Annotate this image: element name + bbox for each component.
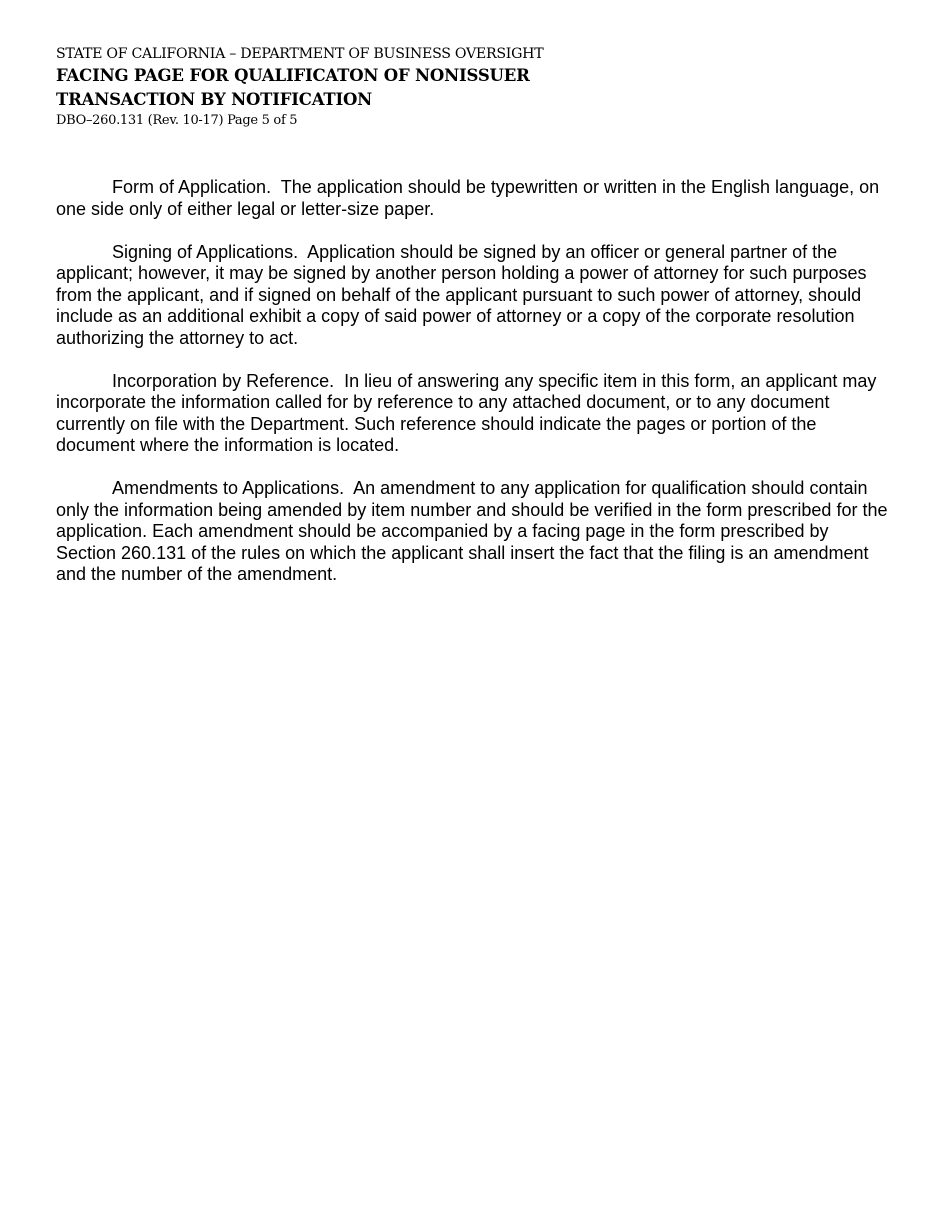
section-text: The application should be typewritten or written in the English language, on one side only of either legal or letter-size paper. [56, 177, 880, 219]
page-header [56, 44, 856, 130]
section-incorporation-by-reference [56, 371, 892, 457]
section-text: An amendment to any application for qualification should contain only the information being amended by item number and should be verified in the form prescribed for the application. Each amendment should be accompanied by a facing page in the form prescribed by Section 260.131 of the rules on which the applicant shall insert the fact that the filing is an amendment and the number of the amendment. [56, 478, 888, 584]
section-form-of-application [56, 177, 892, 220]
section-text: In lieu of answering any specific item in this form, an applicant may incorporate the information called for by reference to any attached document, or to any document currently on file with the Department. Such reference should indicate the pages or portion of the document where the information is located. [56, 370, 877, 455]
section-heading: Amendments to Applications. [112, 478, 345, 498]
agency-line: STATE OF CALIFORNIA – DEPARTMENT OF BUSINESS OVERSIGHT [56, 46, 544, 62]
section-heading: Form of Application. [112, 177, 272, 197]
section-heading: Incorporation by Reference. [112, 370, 335, 391]
section-signing-of-applications [56, 242, 892, 350]
section-heading: Signing of Applications. [112, 241, 299, 262]
form-id-page-number: DBO–260.131 (Rev. 10-17) Page 5 of 5 [56, 113, 298, 128]
form-title-line-1: FACING PAGE FOR QUALIFICATON OF NONISSUER [56, 66, 530, 85]
section-text: Application should be signed by an officer or general partner of the applicant; however, it may be signed by another person holding a power of attorney for such purposes from the applicant, and if signed on behalf of the applicant pursuant to such power of attorney, should include as an additional exhibit a copy of said power of attorney or a copy of the corporate resolution authorizing the attorney to act. [56, 241, 867, 348]
section-amendments-to-applications [56, 478, 892, 586]
form-title-line-2: TRANSACTION BY NOTIFICATION [56, 90, 373, 109]
instructions-body [56, 177, 892, 607]
